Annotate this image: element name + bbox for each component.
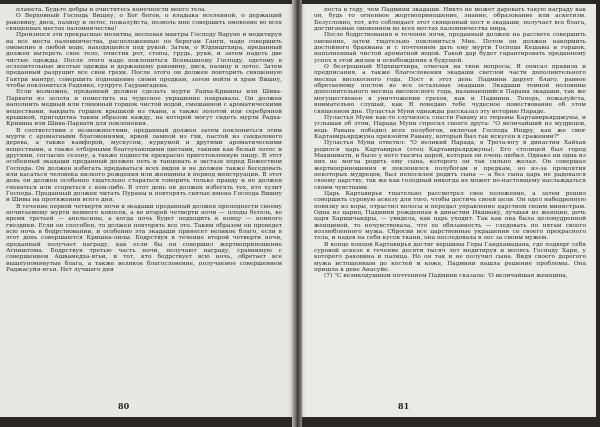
left-page-text <box>6 7 282 395</box>
paragraph: В конце концов Картавирья достиг вершины Горы Гандхамадана, где подверг себя суровой аскезе в течение десяти тысяч лет медитируя и молясь Господу Хари, у которого раковина и палица. Но он так и не получил сына. Видя своего дорогого мужа истощенным до костей и коже, Падмини нашла решение проблемы. Она пришла к деве Анасуйе. <box>314 241 586 274</box>
paragraph: О Верховный Господь Вишну, о Бог богов, о владыка вселенной, о держащий раковину, диск, палицу и лотос, пожалуйста, позволь мне совершить омовение во всех священных местах паломничества! <box>6 13 282 33</box>
right-page-text <box>314 7 586 395</box>
paragraph: Произнося эти прекрасные молитвы, воспевая мантры Господу Варуне и медитируя на все места паломничества, расположенные по берегам Ганги, надо совершить омовение в любой воде, находящейся под рукой. Затем, о Юдхиштхира, преданный должен вытереть свое тело, очистив рот, стопы, грудь, руки, и затем надеть две чистые одежды. После этого надо поклониться Всевышнему Господу, одетому в ослепительные желтые одежды и держащему раковину, диск, палицу и лотос. Затем преданный разрушит все свои грехи. После этого он должен повторить священную Гаятри мантру, совершить подношение своим предкам, затем войти в храм Вишну, чтобы поклониться Радхике, супруге Гаурангадева. <box>6 32 282 90</box>
book-gutter <box>292 0 302 427</box>
right-page-number: 81 <box>398 401 410 411</box>
paragraph: Царь Картавирья тщательно рассмотрел свое положение, а затем решил совершить суровую аскезу для того, чтобы достичь своей цели. Он одел набедренную повязку из коры, отрастил волосы и передал управление царством своим министрам. Одна из цариц, Падмини рожденная в династии Икшваку, лучшая из женщин, дочь царя Харишчандры, — увидела, как царь уходит. Так как она была целомудренной женщиной, то почувствовала, что ее обязанность — следовать по пятам своего возлюбленного мужа. Сбросив все царственные украшения со своего прекрасного тела, и надев на себя кусок ткани, она последовала в лес за своим мужем. <box>314 190 586 242</box>
left-page-number: 80 <box>118 401 130 411</box>
paragraph: Пуластья Муни ответил: "О великий Нарада, в Трета-югу в династии Хайхая родился царь Картавирья (отец Картавирьярджуны). Его столицей был город Махишмати, и было у него тысяча царей, которых он очень любил. Однако ни одна из них не могла родить ему сына, которого он так сильно желал. Он совершал жертвоприношения и поклонялся полубогам и предкам, но из-за проклятия некоторых мудрецов, был непосилен родить сына — а без сына царь не радовался своему царству, так же как голодный никогда не может по-настоящему наслаждаться своим чувствами. <box>314 140 586 191</box>
paragraph: Если возможно, преданный должен сделать мурти Радха-Кришны или Шива-Парвати из золота и поместить на чудесное украшение покрывала. Он должен наполнить медный или глиняный горшок чистой водой, смешанной с ароматическими веществами, накрыть горшок крышкой из ткани, а также золотой или серебряной крышкой, пригоднтна таким образом кажду, на которой могут сидеть мурти Радха-Кришны или Шива-Парвати для поклонения. <box>6 89 282 128</box>
paragraph: О безгрешный Юдхиштхира, отвечая на твои вопросы, Я описал правила и предписания, а также благословения экадаши светлой части дополнительного месяца високосного года. Пост в этот день Падмини дарует благо, равное обретаемому постом во все остальные экадаши. Экадаши темной половины дополнительного месяца високосного года, называющийся Парама экадаши, так же могущественен в уничтожении грехов, как и Падмини. Теперь, пожалуйста, внимательно слушай, как Я поведаю тебе чудесное повествование об этом священном дне. Пуластья Муни однажды рассказал эту историю Нараде. <box>314 64 586 115</box>
paragraph: В течение первой четверти ночи в экадаши преданный должен преподнести своему почитаемому мурти немного кокосов, а во второй четверти ночи — плоды бетель, во время третьей — апельсины, а когда ночь будет подходить к концу — немного гвоздики. Если он способен, то должен повторять все это. Таким образом он проведет всю ночь в бодрствовании, и особенно эта экадаши принесет великое благо, если в этот день совершаются Кришна-лилы. Бодрствуя в течение второй четверти ночи, преданный получает награду, как если бы он совершил жертвоприношение Агништома. Бодрствуя третью часть ночи, получают награду, сравнимую с совершением Ашвамедха-ягьи, и тот, кто бодрствует всю ночь, обретает все вышеупомянутые блага, а также великое благословение, получаемое совершением Раджасуйя-ягьи. Нет лучшего дня <box>6 203 282 274</box>
left-page <box>0 4 294 417</box>
paragraph: (7) "С великодушным почтением Падмини сказала: 'О величайшая женщина, <box>324 273 568 280</box>
paragraph: Пуластья Муни как-то случилось спасти Равану из тюрьмы Картавирьярджуны, и услышав об этом, Нарада Муни спросил своего друга: "О величайший из мудрецов, ведь Равана победил всех полубогов, включая Господа Индру, как же смог Картавирьярджуна превзойти Равану, который был так искусен в сражении?" <box>314 114 586 140</box>
paragraph: поста в году, чем Падмини экадаши. Никто не может даровать такую награду как он, будь то огненное жертвоприношение, знание, образование или аскетизм. Безусловно, тот, кто соблюдает этот священный пост в экадаши, получает все блага, достигаемые омовением во всех местах паломничества мира. <box>314 7 586 33</box>
right-page <box>300 4 596 417</box>
paragraph: В соответствии с возможностями, преданный должен затем поклониться этим мурти с ароматными благовониями, яркой лампой из гхи, пастой из сандалового дерева, а также камфорой, мускусом, куркумой и другими ароматическими веществами, а также отборными благоухающими цветами, такими как белый лотос и другими, согласно сезону, а также поднести прекрасно приготовленную пищу. В этот особенный экадаши преданный должен петь и танцевать в экстазе перед Божеством Господа. Он должен избегать предаваться всех видов и не должен также беседовать или касаться человека низкого рождения или женщины в период менструации. В этот день он должен особенно тщательно стараться говорить только правду и не должен гневаться или ссориться с кем-либо. В этот день он должен избегать тех, кто хулит Господа. Преданный должен читать Пураны и повторять святые имена Господа Вишну и Шивы на протяжении всего дня. <box>6 127 282 204</box>
paragraph: планета. Будьте добры и очиститесь конечности моего тела. <box>16 7 207 13</box>
paragraph: После бодрствования в течение ночи, преданный должен на рассвете совершить омовение, затем тщательно поклониться Мне. Потом он должен накормить достойного брахмана и с почтением дать ему мурти Господа Кешавы и горшок, наполненный чистой ароматной водой. Такой дар будет гарантировать преданному успех в этой жизни и освобождение в будущей. <box>314 32 586 64</box>
